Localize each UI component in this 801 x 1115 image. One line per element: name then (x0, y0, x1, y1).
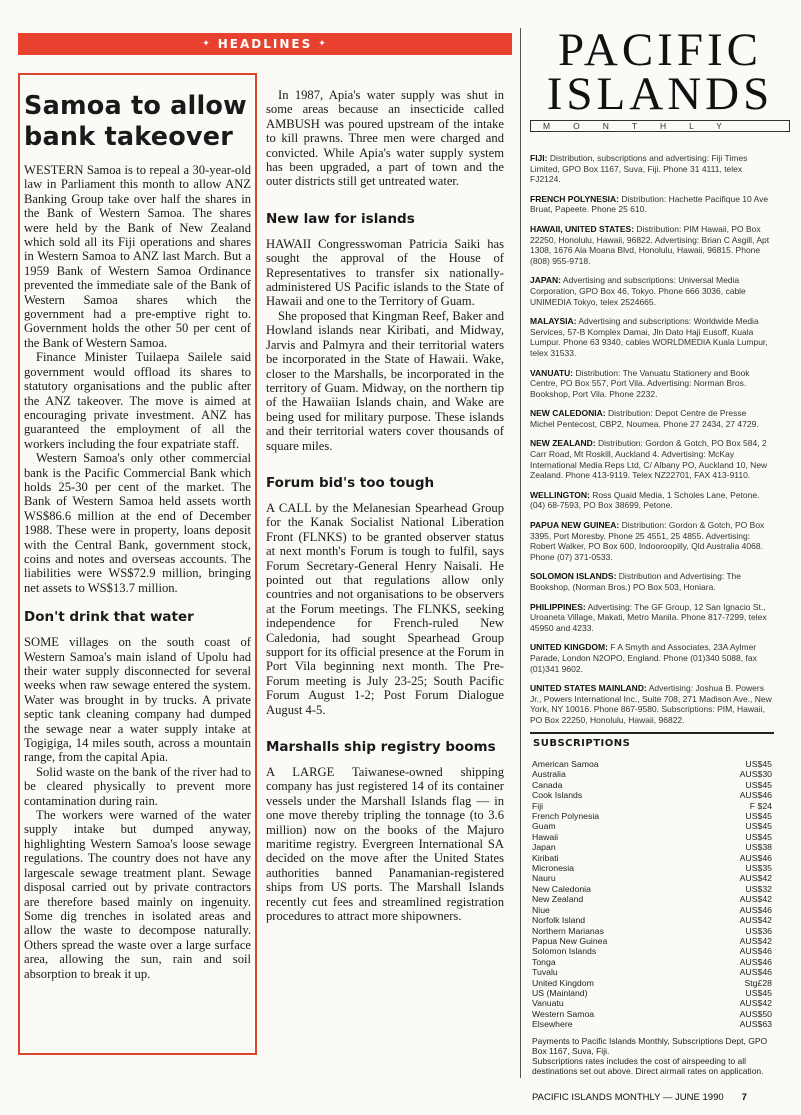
story-paragraph: She proposed that Kingman Reef, Baker and Howland islands near Kiribati, and Midway, Jarvis and Palmyra and their territorial waters be incorporated in the State of Hawaii. Wake, closer to the Marshalls, be incorporated in the territory of Guam. Midway, on the northern tip of the Hawaiian Islands chain, and Wake are being used for military purpose. These islands and their territorial waters cover thousands of square miles. (266, 308, 504, 453)
distribution-details: Advertising: The GF Group, 12 San Ignacio St., Uroaneta Village, Makati, Metro Manila. Phone 817-7299, telex 45950 and 4233. (530, 601, 767, 633)
rate-price: US$45 (745, 831, 772, 842)
rate-destination: Papua New Guinea (532, 935, 608, 946)
headlines-banner (18, 33, 512, 55)
distribution-list (530, 153, 772, 728)
story-paragraph: Finance Minister Tuilaepa Sailele said government would offload its shares to statutory organisations and the public after the ANZ takeover. The move is aimed at encouraging private investment. ANZ has guaranteed the employment of all the workers including the four expatriate staff. (24, 350, 251, 451)
rate-price: AUS$63 (739, 1019, 772, 1030)
distribution-details: F A Smyth and Associates, 23A Aylmer Parade, London N2OPO, England. Phone (01)340 5088, fax (01)341 9602. (530, 642, 757, 674)
subscriptions-note (530, 1036, 774, 1077)
rate-destination: United Kingdom (532, 977, 594, 988)
rate-price: US$32 (745, 883, 772, 894)
distribution-details: Distribution: Depot Centre de Presse Michel Pentecost, CBP2, Noumea. Phone 27 2434, 27 4729. (530, 408, 759, 429)
rate-price: F $24 (749, 800, 772, 811)
distribution-region: MALAYSIA: (530, 316, 577, 327)
distribution-entry (530, 275, 772, 307)
distribution-details: Advertising and subscriptions: Worldwide Media Services, 57-B Komplex Damai, Jln Dato Haji Eusoff, Kuala Lumpur. Phone 63 9340, cables WORLDMEDIA Kuala Lumpur, telex 31533. (530, 316, 768, 358)
distribution-details: Ross Quaid Media, 1 Scholes Lane, Petone. (04) 68-7593, PO Box 38699, Petone. (530, 489, 760, 511)
rate-row (530, 978, 774, 988)
rate-row (530, 801, 774, 811)
rate-destination: French Polynesia (532, 811, 600, 822)
rate-row (530, 936, 774, 946)
distribution-region: NEW CALEDONIA: (530, 408, 606, 419)
rate-price: AUS$46 (739, 967, 772, 978)
subscriptions-box (530, 732, 774, 1082)
rate-destination: Nauru (532, 873, 556, 884)
rate-price: AUS$42 (739, 935, 772, 946)
masthead (530, 24, 790, 132)
distribution-details: Distribution: Gordon & Gotch, PO Box 3395, Port Moresby. Phone 25 4551, 25 4855. Advertising: Robert Walker, PO Box 600, Indooroopilly, Qld Australia 4068. Phone (07) 371-0533. (530, 520, 765, 562)
distribution-entry (530, 571, 772, 592)
distribution-entry (530, 490, 772, 511)
distribution-details: Distribution, subscriptions and advertising: Fiji Times Limited, GPO Box 1167, Suva, Fiji. Phone 31 4111, telex FJ2124. (530, 153, 748, 185)
distribution-region: WELLINGTON: (530, 489, 590, 500)
rate-destination: Canada (532, 779, 563, 790)
footer-text: PACIFIC ISLANDS MONTHLY — JUNE 1990 (532, 1092, 724, 1103)
rate-destination: New Caledonia (532, 883, 591, 894)
distribution-region: HAWAII, UNITED STATES: (530, 223, 635, 234)
rate-destination: Fiji (532, 800, 544, 811)
distribution-entry (530, 438, 772, 480)
rates-table (530, 759, 774, 1030)
rate-row (530, 957, 774, 967)
distribution-region: UNITED KINGDOM: (530, 642, 608, 653)
rate-destination: Vanuatu (532, 998, 564, 1009)
rate-price: US$36 (745, 925, 772, 936)
rate-price: AUS$46 (739, 852, 772, 863)
rate-price: US$45 (745, 779, 772, 790)
rate-destination: Kiribati (532, 852, 559, 863)
distribution-entry (530, 153, 772, 185)
distribution-details: Distribution: PIM Hawaii, PO Box 22250, Honolulu, Hawaii, 96822. Advertising: Brian C Asgill, Apt 1308, 1676 Ala Moana Blvd, Honolulu, Hawaii, 96815. Phone (808) 955-9718. (530, 223, 770, 266)
story-paragraph: HAWAII Congresswoman Patricia Saiki has sought the approval of the House of Representatives to transfer six nationally-administered US Pacific islands to the State of Hawaii and one to the Territory of Guam. (266, 236, 504, 309)
distribution-region: JAPAN: (530, 275, 562, 286)
distribution-entry (530, 683, 772, 725)
rate-row (530, 863, 774, 873)
distribution-entry (530, 602, 772, 634)
rate-destination: Northern Marianas (532, 925, 604, 936)
distribution-details: Advertising: Joshua B. Powers Jr., Powers International Inc., Suite 708, 271 Madison Ave., New York, NY 10016. Phone 867-9580. Subscriptions: PIM, Hawaii, PO Box 22250, Honolulu, Hawaii, 96822. (530, 683, 772, 725)
rate-price: US$38 (745, 842, 772, 853)
subscriptions-title: SUBSCRIPTIONS (533, 738, 631, 749)
distribution-region: FRENCH POLYNESIA: (530, 193, 619, 204)
rate-row (530, 1009, 774, 1019)
story-subhead: Forum bid's too tough (266, 474, 435, 491)
distribution-entry (530, 520, 772, 562)
story-subhead: Don't drink that water (24, 609, 194, 626)
story-paragraph: A CALL by the Melanesian Spearhead Group for the Kanak Socialist National Liberation Front (FLNKS) to be granted observer status at next month's Forum is tough to fulfil, says Forum Secretary-General Henry Naisali. He pointed out that regulations allow only countries and not organisations to be observers at the Forum meetings. The FLNKS, seeking independence for French-ruled New Caledonia, had sought Spearhead Group support for its official presence at the Forum in Port Vila beginning next month. The Pre-Forum meeting is July 23-25; South Pacific Forum August 1-2; Post Forum Dialogue August 4-5. (266, 500, 504, 717)
rate-row (530, 905, 774, 915)
masthead-subtitle: MONTHLY (530, 120, 790, 132)
distribution-details: Advertising and subscriptions: Universal Media Corporation, GPO Box 46, Tokyo. Phone 666 3036, cable UNIMEDIA Tokyo, telex 2524665. (530, 275, 746, 307)
rate-row (530, 832, 774, 842)
page-number: 7 (741, 1092, 747, 1103)
story-paragraph: In 1987, Apia's water supply was shut in some areas because an insecticide called AMBUSH was poured upstream of the intake to kill prawns. Three men were charged and convicted. While Apia's water supply system has been upgraded, a part of town and the outer districts still get untreated water. (266, 88, 504, 189)
distribution-details: Distribution: Hachette Pacifique 10 Ave Bruat, Papeete. Phone 25 610. (530, 193, 769, 215)
distribution-region: PAPUA NEW GUINEA: (530, 520, 620, 531)
rate-price: AUS$42 (739, 873, 772, 884)
story-paragraph: Solid waste on the bank of the river had to be cleared physically to prevent more contamination during rain. (24, 764, 251, 808)
rate-price: AUS$46 (739, 904, 772, 915)
rate-row (530, 759, 774, 769)
rate-price: AUS$46 (739, 956, 772, 967)
rate-row (530, 967, 774, 977)
rate-row (530, 853, 774, 863)
rate-price: US$45 (745, 987, 772, 998)
rate-price: AUS$50 (739, 1008, 772, 1019)
star-icon: ✦ (202, 39, 212, 49)
distribution-region: UNITED STATES MAINLAND: (530, 683, 647, 694)
rate-destination: Cook Islands (532, 790, 583, 801)
rate-row (530, 894, 774, 904)
rate-price: Stg£28 (744, 977, 772, 988)
rate-row (530, 884, 774, 894)
rate-price: AUS$42 (739, 915, 772, 926)
rate-destination: Guam (532, 821, 556, 832)
rate-price: US$45 (745, 821, 772, 832)
rate-row (530, 873, 774, 883)
distribution-region: SOLOMON ISLANDS: (530, 571, 617, 582)
rate-price: AUS$42 (739, 998, 772, 1009)
rate-destination: American Samoa (532, 759, 599, 769)
rate-destination: US (Mainland) (532, 987, 588, 998)
story-subhead: Marshalls ship registry booms (266, 739, 496, 756)
distribution-details: Distribution: The Vanuatu Stationery and Book Centre, PO Box 557, Port Vila. Advertising: Norman Bros. Bookshop, Port Vila. Phone 2232. (530, 367, 750, 399)
subscriptions-note-payment: Payments to Pacific Islands Monthly, Subscriptions Dept, GPO Box 1167, Suva, Fiji. (532, 1035, 768, 1056)
rate-price: US$35 (745, 863, 772, 874)
rate-price: US$45 (745, 811, 772, 822)
rate-price: US$45 (745, 759, 772, 769)
rate-row (530, 769, 774, 779)
rate-row (530, 811, 774, 821)
story-paragraph: SOME villages on the south coast of Western Samoa's main island of Upolu had their water supply disconnected for several weeks when raw sewage entered the system. Water was brought in by trucks. A private septic tank cleaning company had dumped the sewage near a water supply intake at Togigiga, 14 miles south, across a mountain range, from the capital Apia. (24, 635, 251, 765)
story-subhead: New law for islands (266, 210, 415, 227)
rate-destination: Micronesia (532, 863, 575, 874)
distribution-entry (530, 224, 772, 266)
rate-destination: Niue (532, 904, 550, 915)
rate-row (530, 1019, 774, 1029)
middle-column (266, 88, 504, 1078)
rate-row (530, 821, 774, 831)
distribution-entry (530, 642, 772, 674)
rate-destination: Western Samoa (532, 1008, 595, 1019)
star-icon: ✦ (318, 39, 328, 49)
rate-row (530, 790, 774, 800)
rate-destination: Tuvalu (532, 967, 558, 978)
rate-row (530, 998, 774, 1008)
rate-destination: Elsewhere (532, 1019, 573, 1030)
distribution-details: Distribution: Gordon & Gotch, PO Box 584, 2 Carr Road, Mt Roskill, Auckland 4. Advertising: McKay International Media Reps Ltd, C/ Albany PO, Auckland 10, New Zealand. Phone 413-9119. Telex NZ22701, FAX 413-9110. (530, 438, 768, 481)
distribution-region: PHILIPPINES: (530, 601, 586, 612)
rate-destination: Tonga (532, 956, 556, 967)
distribution-entry (530, 408, 772, 429)
distribution-region: VANUATU: (530, 367, 574, 378)
distribution-entry (530, 368, 772, 400)
rate-price: AUS$46 (739, 790, 772, 801)
distribution-entry (530, 316, 772, 358)
rate-destination: Solomon Islands (532, 946, 597, 957)
column-divider (520, 28, 521, 1078)
distribution-details: Distribution and Advertising: The Bookshop, (Norman Bros.) PO Box 503, Honiara. (530, 571, 742, 592)
story-paragraph: Western Samoa's only other commercial bank is the Pacific Commercial Bank which holds 25-30 per cent of the market. The Bank of Western Samoa held assets worth WS$86.6 million at the end of December 1988. These were in property, loans deposit with the Central Bank, government stock, coins and notes and overseas accounts. The liabilities were WS$72.9 million, bringing net assets to WS$13.7 million. (24, 451, 251, 595)
story-headline: Samoa to allow bank takeover (24, 91, 247, 152)
rate-row (530, 946, 774, 956)
banner-label: HEADLINES (217, 37, 313, 51)
rate-row (530, 915, 774, 925)
masthead-title-line1: PACIFIC (558, 24, 762, 76)
rate-destination: Norfolk Island (532, 915, 586, 926)
samoa-story-box (18, 73, 257, 1055)
story-paragraph: The workers were warned of the water supply intake but dumped anyway, highlighting Western Samoa's loose sewage regulations. The country does not have any largescale sewage treatment plant. Sewage disposal carried out by private contractors are therefore based mainly on ingenuity. Some dig trenches in isolated areas and allow the waste to decompose naturally. Others spread the waste over a large surface area, allowing the sun, rain and soil absorption to break it up. (24, 808, 251, 981)
page-footer (532, 1092, 772, 1103)
rate-destination: Japan (532, 842, 556, 853)
story-paragraph: A LARGE Taiwanese-owned shipping company has just registered 14 of its container vessels under the Marshall Islands flag — in one move thereby tripling the tonnage (to 3.6 million) now on the books of the Majuro maritime registry. Evergreen International SA decided on the move after the United States authorities banned Panamanian-registered ships from US ports. The Marshall Islands recently cut fees and streamlined registration procedures to attract more shipowners. (266, 765, 504, 924)
rate-row (530, 780, 774, 790)
rate-price: AUS$42 (739, 894, 772, 905)
distribution-region: FIJI: (530, 153, 548, 163)
rate-price: AUS$46 (739, 946, 772, 957)
subscriptions-note-airspeed: Subscriptions rates includes the cost of airspeeding to all destinations set out above. Direct airmail rates on application. (532, 1056, 764, 1077)
rate-destination: Australia (532, 769, 566, 780)
rate-row (530, 842, 774, 852)
rate-row (530, 988, 774, 998)
masthead-title-line2: ISLANDS (546, 68, 774, 120)
distribution-entry (530, 194, 772, 215)
distribution-region: NEW ZEALAND: (530, 438, 596, 449)
rate-destination: Hawaii (532, 831, 559, 842)
story-paragraph: WESTERN Samoa is to repeal a 30-year-old law in Parliament this month to allow ANZ Banking Group take over half the shares in the Bank of Western Samoa. The shares were held by the Bank of New Zealand which sold all its Fiji operations and shares in Western Samoa to ANZ last March. But a 1959 Bank of Western Samoa Ordinance prevented the immediate sale of the Bank of Western Samoa shares which the government had a pre-emptive right to. Government holds the other 50 per cent of the Bank of Western Samoa. (24, 163, 251, 350)
rate-row (530, 926, 774, 936)
rate-destination: New Zealand (532, 894, 584, 905)
rate-price: AUS$30 (739, 769, 772, 780)
